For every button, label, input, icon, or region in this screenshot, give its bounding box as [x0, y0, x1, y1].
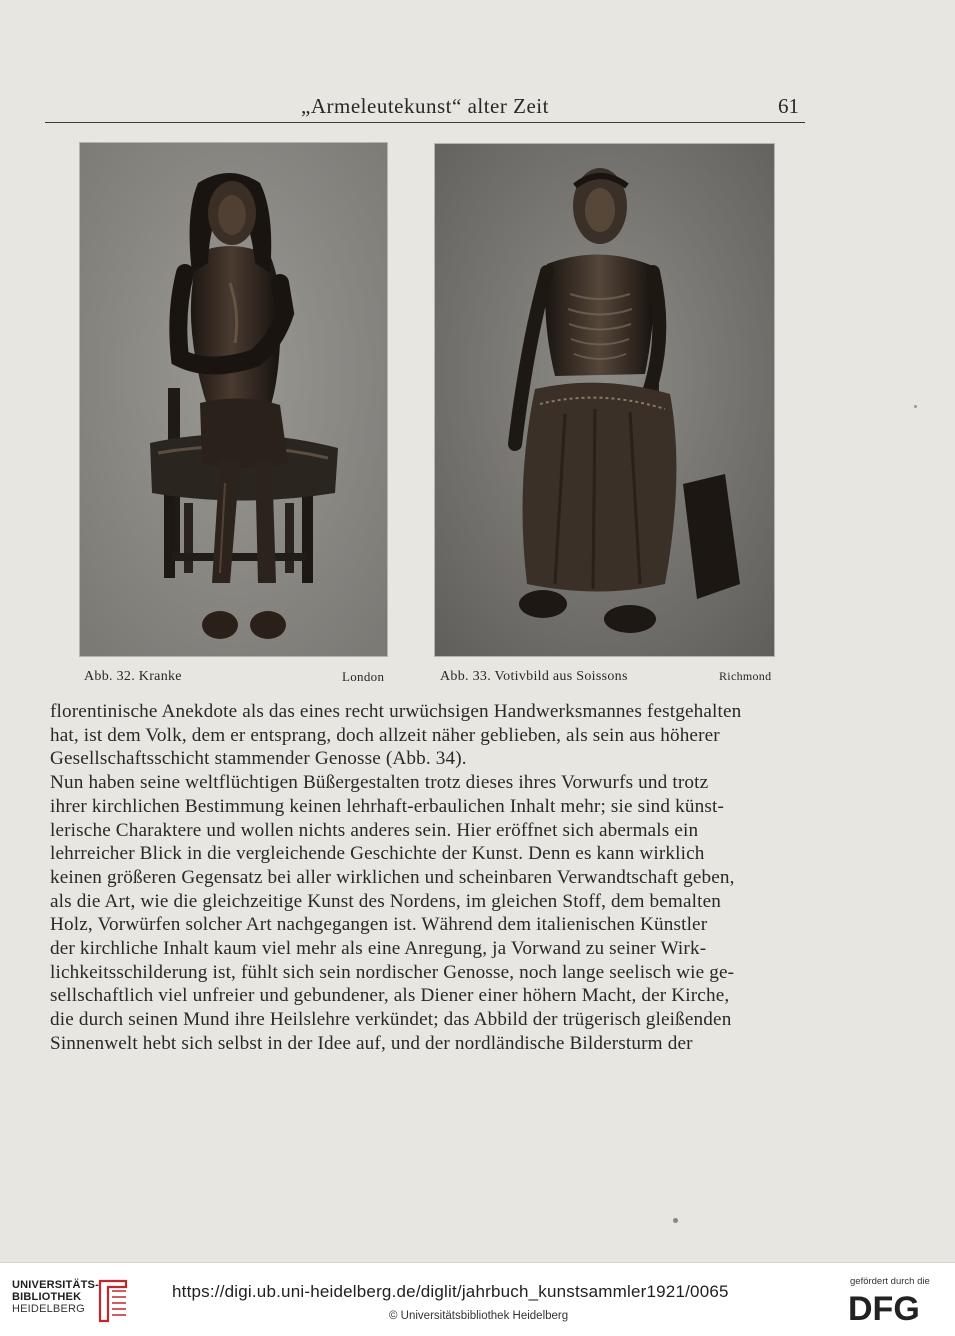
- ub-heidelberg-mark-icon: [96, 1277, 130, 1323]
- figure-32-caption: Abb. 32. Kranke: [84, 669, 182, 684]
- kranke-statuette-illustration: [80, 143, 387, 656]
- body-text: [50, 700, 810, 1056]
- running-title: „Armeleutekunst“ alter Zeit: [301, 94, 549, 118]
- ub-heidelberg-logo[interactable]: [12, 1279, 99, 1315]
- text-line: hat, ist dem Volk, dem er entsprang, doch allzeit näher geblieben, als sein aus höherer: [50, 724, 720, 746]
- permalink-url[interactable]: https://digi.ub.uni-heidelberg.de/diglit/jahrbuch_kunstsammler1921/0065: [172, 1282, 729, 1301]
- votivbild-statuette-illustration: [435, 144, 774, 656]
- library-name-line: HEIDELBERG: [12, 1303, 85, 1315]
- viewer-footer: [0, 1262, 955, 1336]
- dfg-logo[interactable]: DFG: [848, 1290, 920, 1328]
- text-line: ihrer kirchlichen Bestimmung keinen lehrhaft-erbaulichen Inhalt mehr; sie sind künst-: [50, 795, 724, 817]
- text-line: keinen größeren Gegensatz bei aller wirklichen und scheinbaren Verwandtschaft geben,: [50, 866, 735, 888]
- figure-33-photo: [434, 143, 775, 657]
- copyright-notice: © Universitätsbibliothek Heidelberg: [389, 1310, 569, 1322]
- text-line: Holz, Vorwürfen solcher Art nachgegangen ist. Während dem italienischen Künstler: [50, 914, 708, 936]
- text-line: als die Art, wie die gleichzeitige Kunst des Nordens, im gleichen Stoff, dem bemalten: [50, 890, 721, 912]
- text-line: lichkeitsschilderung ist, fühlt sich sein nordischer Genosse, noch lange seelisch wie ge-: [50, 961, 735, 983]
- library-name-line: BIBLIOTHEK: [12, 1291, 82, 1303]
- figure-32-location: London: [342, 669, 385, 684]
- text-line: die durch seinen Mund ihre Heilslehre verkündet; das Abbild der trügerisch gleißenden: [50, 1009, 732, 1031]
- text-line: lerische Charaktere und wollen nichts anderes sein. Hier eröffnet sich abermals ein: [50, 819, 699, 841]
- text-line: Nun haben seine weltflüchtigen Büßergestalten trotz dieses ihres Vorwurfs und trotz: [50, 772, 709, 794]
- text-line: sellschaftlich viel unfreier und gebundener, als Diener einer höhern Macht, der Kirche,: [50, 985, 730, 1007]
- page-number: 61: [778, 94, 799, 118]
- library-name-line: UNIVERSITÄTS-: [12, 1279, 99, 1291]
- figure-33-location: Richmond: [719, 669, 772, 683]
- running-head: [45, 92, 805, 123]
- text-line: Sinnenwelt hebt sich selbst in der Idee auf, und der nordländische Bildersturm der: [50, 1032, 693, 1054]
- text-line: der kirchliche Inhalt kaum viel mehr als eine Anregung, ja Vorwand zu seiner Wirk-: [50, 938, 707, 960]
- figure-32-photo: [79, 142, 388, 657]
- text-line: Gesellschaftsschicht stammender Genosse (Abb. 34).: [50, 748, 467, 770]
- text-line: florentinische Anekdote als das eines recht urwüchsigen Handwerksmannes festgehalten: [50, 701, 742, 722]
- text-line: lehrreicher Blick in die vergleichende Geschichte der Kunst. Denn es kann wirklich: [50, 843, 705, 865]
- scan-speck: [914, 405, 917, 408]
- figure-33-caption: Abb. 33. Votivbild aus Soissons: [440, 669, 628, 684]
- scan-speck: [673, 1218, 678, 1223]
- funder-label: gefördert durch die: [850, 1276, 930, 1287]
